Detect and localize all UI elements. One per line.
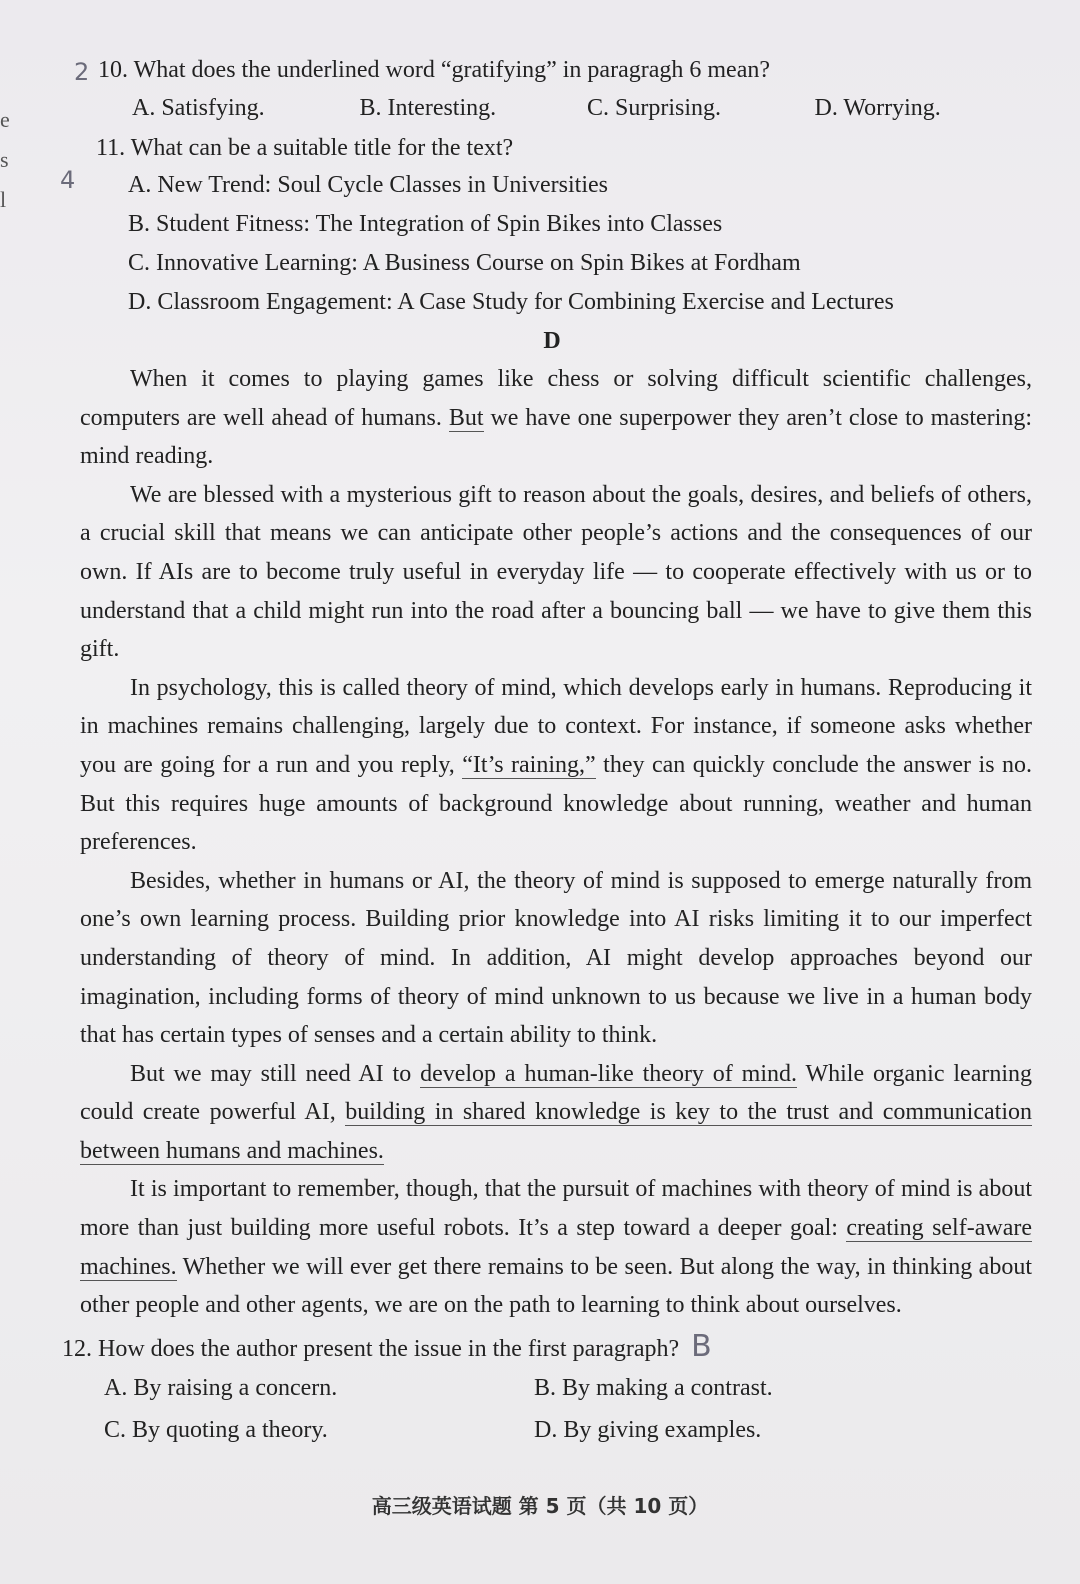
handwritten-answer: B (691, 1328, 712, 1364)
underlined-text: develop a human-like theory of mind. (420, 1060, 798, 1087)
paragraph-3: In psychology, this is called theory of mind, which develops early in humans. Reproducing it in machines remains challenging, largely due to context. For instance, if someone asks whether you are going for a run and you reply, “It’s raining,” they can quickly conclude the answer is no. But this requires huge amounts of background knowledge about running, weather and human preferences. (80, 674, 1033, 856)
handwritten-mark: 4 (60, 166, 76, 194)
paragraph-1: When it comes to playing games like chess or solving difficult scientific challenges, computers are well ahead of humans. But we have one superpower they aren’t close to mastering: mind reading. (80, 366, 1032, 470)
underlined-text: building in shared knowledge is key to the trust and communication between humans and machines. (80, 1099, 1032, 1164)
option: C. Surprising. (587, 95, 722, 121)
question-number: 12. (62, 1335, 92, 1362)
question-10-options (132, 88, 1042, 128)
edge-mark: l (0, 187, 7, 212)
page-footer: 高三级英语试题 第 5 页（共 10 页） (371, 1494, 709, 1518)
underlined-text: But (448, 404, 484, 431)
option: D. Classroom Engagement: A Case Study for Combining Exercise and Lectures (128, 289, 894, 315)
option: B. Interesting. (359, 95, 497, 121)
question-12-options (104, 1367, 1042, 1451)
question-number: 11. (96, 135, 126, 161)
option: B. By making a contrast. (534, 1374, 773, 1401)
question-12 (62, 1329, 1042, 1367)
edge-mark: e (0, 107, 10, 132)
underlined-text: “It’s raining,” (462, 751, 596, 778)
option: D. Worrying. (814, 95, 941, 121)
option: A. By raising a concern. (104, 1374, 338, 1401)
option: C. By quoting a theory. (104, 1416, 328, 1443)
question-stem: How does the author present the issue in the first paragraph? (98, 1335, 680, 1362)
option: A. New Trend: Soul Cycle Classes in Universities (128, 172, 608, 198)
question-stem: What can be a suitable title for the text? (130, 135, 514, 161)
question-stem: What does the underlined word “gratifying” in paragragh 6 mean? (133, 57, 770, 83)
question-10 (74, 52, 1042, 88)
edge-mark: s (0, 147, 9, 172)
question-11 (96, 130, 1042, 166)
option: C. Innovative Learning: A Business Course on Spin Bikes at Fordham (128, 250, 801, 276)
paragraph-5: But we may still need AI to develop a human-like theory of mind. While organic learning could create powerful AI, building in shared knowledge is key to the trust and communication between humans and machines. (80, 1060, 1033, 1164)
handwritten-mark: 2 (74, 58, 90, 86)
section-label: D (543, 328, 561, 354)
question-number: 10. (98, 57, 128, 83)
question-11-options (62, 166, 1042, 322)
paragraph-2: We are blessed with a mysterious gift to reason about the goals, desires, and beliefs of others, a crucial skill that means we can anticipate other people’s actions and the consequences of our own. If AIs are to become truly useful in everyday life — to cooperate effectively with us or to understand that a child might run into the road after a bouncing ball — we have to give them this gift. (80, 481, 1032, 663)
option: D. By giving examples. (534, 1416, 762, 1443)
option: A. Satisfying. (132, 95, 265, 121)
paragraph-6: It is important to remember, though, that the pursuit of machines with theory of mind is about more than just building more useful robots. It’s a step toward a deeper goal: creating self-aware machines. Whether we will ever get there remains to be seen. But along the way, in thinking about other people and other agents, we are on the path to learning to think about ourselves. (80, 1176, 1032, 1319)
page-edge-marks (0, 100, 10, 220)
reading-passage-d (80, 360, 1032, 1325)
paragraph-4: Besides, whether in humans or AI, the theory of mind is supposed to emerge naturally from one’s own learning process. Building prior knowledge into AI risks limiting it to our imperfect understanding of theory of mind. In addition, AI might develop approaches beyond our imagination, including forms of theory of mind unknown to us because we live in a human body that has certain types of senses and a certain ability to think. (80, 867, 1032, 1049)
option: B. Student Fitness: The Integration of Spin Bikes into Classes (128, 211, 723, 237)
page-content (62, 52, 1042, 1451)
underlined-text: creating self-aware machines. (80, 1215, 1032, 1280)
